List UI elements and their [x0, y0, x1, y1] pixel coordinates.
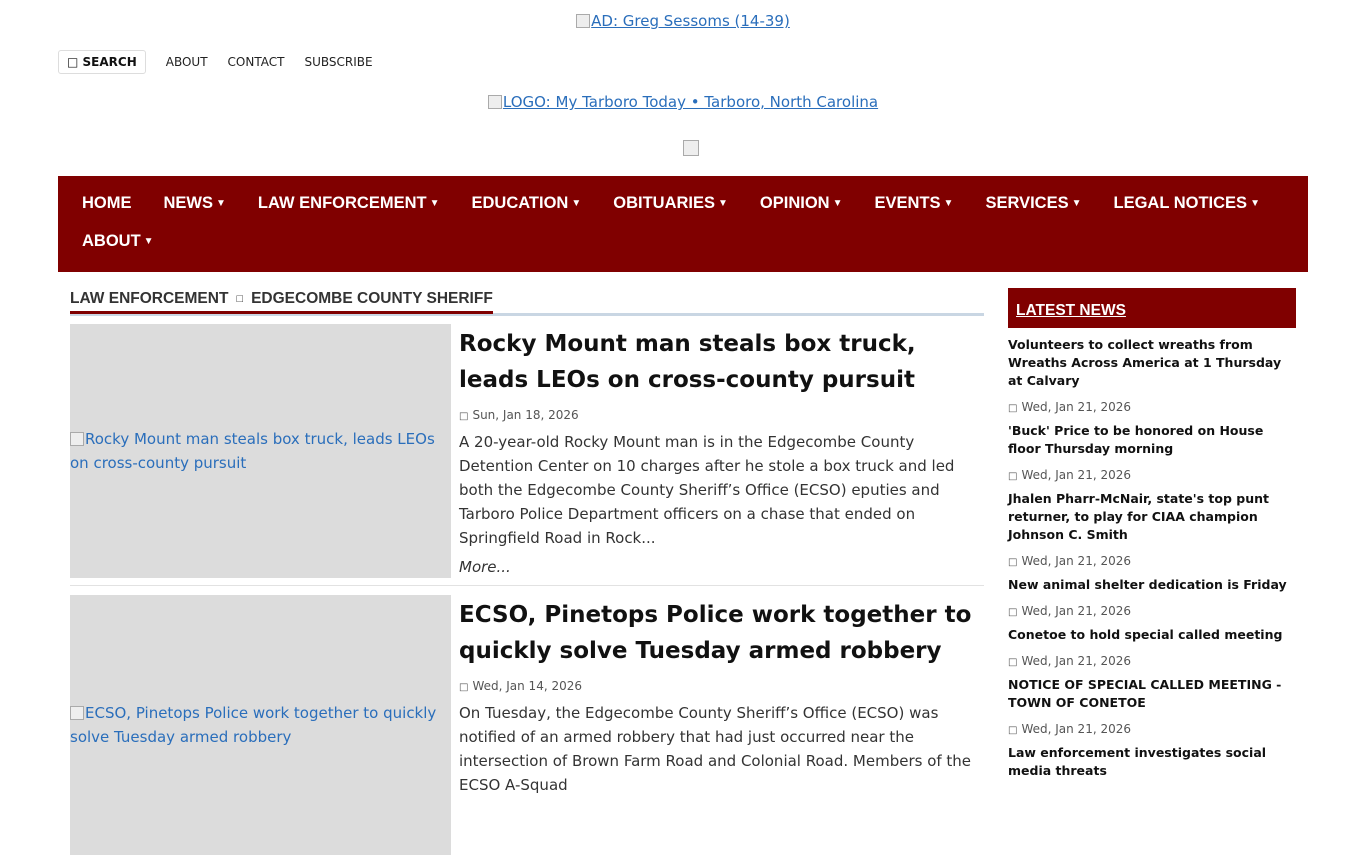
news-title[interactable]: 'Buck' Price to be honored on House floor Thursday morning: [1008, 423, 1264, 456]
article-excerpt: A 20-year-old Rocky Mount man is in the Edgecombe County Detention Center on 10 charges after he stole a box truck and led both the Edgecombe County Sheriff’s Office (ECSO) eputies and Tarboro Police Department officers on a chase that ended on Springfield Road in Rock...: [459, 433, 955, 547]
main-navigation: [58, 176, 1308, 272]
caret-down-icon: ▼: [216, 197, 226, 209]
nav-label: OPINION: [759, 193, 830, 212]
nav-row: [72, 184, 1294, 222]
calendar-icon: □: [1008, 403, 1018, 414]
utility-bar: [58, 50, 373, 74]
list-item: [1008, 744, 1296, 780]
article-title[interactable]: Rocky Mount man steals box truck, leads LEOs on cross-county pursuit: [459, 331, 916, 393]
logo-alt-text[interactable]: LOGO: My Tarboro Today • Tarboro, North Carolina: [502, 93, 879, 111]
nav-label: EVENTS: [874, 193, 941, 212]
caret-down-icon: ▼: [429, 197, 440, 209]
calendar-icon: □: [459, 682, 469, 693]
nav-label: EDUCATION: [471, 193, 569, 212]
list-item: [1008, 626, 1296, 668]
caret-down-icon: ▼: [718, 197, 728, 209]
thumbnail-alt-text[interactable]: ECSO, Pinetops Police work together to quickly solve Tuesday armed robbery: [70, 704, 437, 746]
nav-legal-notices[interactable]: [1104, 194, 1270, 213]
article-card: [70, 595, 984, 795]
subscribe-link[interactable]: SUBSCRIBE: [304, 55, 373, 69]
nav-obituaries[interactable]: [603, 194, 738, 213]
sidebar-heading: [1008, 288, 1296, 328]
caret-down-icon: ▼: [1250, 197, 1260, 209]
contact-link[interactable]: CONTACT: [227, 55, 285, 69]
news-title[interactable]: NOTICE OF SPECIAL CALLED MEETING - TOWN OF CONETOE: [1008, 677, 1282, 710]
article-body: [451, 595, 984, 795]
nav-about[interactable]: [72, 232, 164, 251]
article-date-text: Wed, Jan 14, 2026: [472, 679, 582, 693]
news-date: [1008, 604, 1296, 618]
article-excerpt: On Tuesday, the Edgecombe County Sheriff’s Office (ECSO) was notified of an armed robbery that had just occurred near the intersection of Brown Farm Road and Colonial Road. Members of the ECSO A-Squad: [459, 704, 972, 794]
nav-education[interactable]: [461, 194, 591, 213]
site-logo[interactable]: [0, 93, 1366, 111]
list-item: [1008, 336, 1296, 414]
news-title[interactable]: Law enforcement investigates social media threats: [1008, 745, 1267, 778]
list-item: [1008, 576, 1296, 618]
list-item: [1008, 490, 1296, 568]
top-ad-banner[interactable]: [0, 12, 1366, 30]
about-link[interactable]: ABOUT: [165, 55, 208, 69]
news-date-text: Wed, Jan 21, 2026: [1021, 554, 1131, 568]
broken-image-icon: [70, 706, 84, 720]
latest-news-list: [1008, 336, 1296, 780]
nav-label: SERVICES: [985, 193, 1069, 212]
calendar-icon: □: [1008, 725, 1018, 736]
news-date: [1008, 400, 1296, 414]
nav-events[interactable]: [865, 194, 964, 213]
breadcrumb-trail: [70, 290, 493, 314]
calendar-icon: □: [1008, 607, 1018, 618]
caret-down-icon: ▼: [571, 197, 582, 209]
news-date: [1008, 654, 1296, 668]
nav-label: OBITUARIES: [613, 193, 716, 212]
article-date: [459, 679, 984, 693]
breadcrumb-parent[interactable]: LAW ENFORCEMENT: [70, 290, 229, 307]
separator-icon: □: [236, 293, 244, 305]
article-body: [451, 324, 984, 585]
news-title[interactable]: Conetoe to hold special called meeting: [1008, 627, 1283, 642]
news-date-text: Wed, Jan 21, 2026: [1021, 604, 1131, 618]
caret-down-icon: ▼: [1071, 197, 1082, 209]
article-thumbnail[interactable]: [70, 595, 451, 855]
news-title[interactable]: Volunteers to collect wreaths from Wreaths Across America at 1 Thursday at Calvary: [1008, 337, 1282, 388]
news-date-text: Wed, Jan 21, 2026: [1021, 400, 1131, 414]
nav-law-enforcement[interactable]: [248, 194, 450, 213]
sidebar-heading-text[interactable]: LATEST NEWS: [1016, 302, 1126, 319]
broken-image-icon: [576, 14, 590, 28]
calendar-icon: □: [1008, 471, 1018, 482]
nav-label: ABOUT: [82, 231, 141, 250]
calendar-icon: □: [1008, 557, 1018, 568]
article-date-text: Sun, Jan 18, 2026: [472, 408, 579, 422]
news-date-text: Wed, Jan 21, 2026: [1021, 468, 1131, 482]
broken-image-icon: [488, 95, 502, 109]
article-card: [70, 324, 984, 586]
broken-image-icon: [70, 432, 84, 446]
caret-down-icon: ▼: [832, 197, 843, 209]
nav-news[interactable]: [154, 194, 236, 213]
nav-services[interactable]: [975, 194, 1091, 213]
calendar-icon: □: [1008, 657, 1018, 668]
article-date: [459, 408, 984, 422]
nav-label: LAW ENFORCEMENT: [257, 193, 427, 212]
caret-down-icon: ▼: [143, 235, 154, 247]
news-title[interactable]: Jhalen Pharr-McNair, state's top punt returner, to play for CIAA champion Johnson C. Smith: [1008, 491, 1269, 542]
nav-label: NEWS: [163, 193, 213, 212]
calendar-icon: □: [459, 411, 469, 422]
news-date-text: Wed, Jan 21, 2026: [1021, 722, 1131, 736]
breadcrumb: [70, 290, 984, 316]
nav-home[interactable]: [72, 194, 142, 213]
news-date: [1008, 722, 1296, 736]
news-date-text: Wed, Jan 21, 2026: [1021, 654, 1131, 668]
search-icon: □: [67, 55, 79, 69]
nav-label: LEGAL NOTICES: [1113, 193, 1248, 212]
nav-opinion[interactable]: [750, 194, 853, 213]
latest-news-sidebar: [1008, 288, 1296, 788]
broken-image-icon: [683, 140, 699, 156]
search-label: SEARCH: [82, 55, 137, 69]
read-more-link[interactable]: More...: [459, 558, 511, 576]
nav-label: HOME: [82, 193, 132, 212]
news-title[interactable]: New animal shelter dedication is Friday: [1008, 577, 1287, 592]
article-thumbnail[interactable]: [70, 324, 451, 578]
news-date: [1008, 554, 1296, 568]
list-item: [1008, 422, 1296, 482]
news-date: [1008, 468, 1296, 482]
thumbnail-alt-text[interactable]: Rocky Mount man steals box truck, leads LEOs on cross-county pursuit: [70, 430, 435, 472]
caret-down-icon: ▼: [943, 197, 954, 209]
search-button[interactable]: [58, 50, 146, 74]
ad-alt-text[interactable]: AD: Greg Sessoms (14-39): [591, 12, 790, 30]
breadcrumb-current: EDGECOMBE COUNTY SHERIFF: [251, 290, 493, 307]
list-item: [1008, 676, 1296, 736]
article-title[interactable]: ECSO, Pinetops Police work together to quickly solve Tuesday armed robbery: [459, 602, 972, 664]
nav-row: [72, 222, 1294, 260]
